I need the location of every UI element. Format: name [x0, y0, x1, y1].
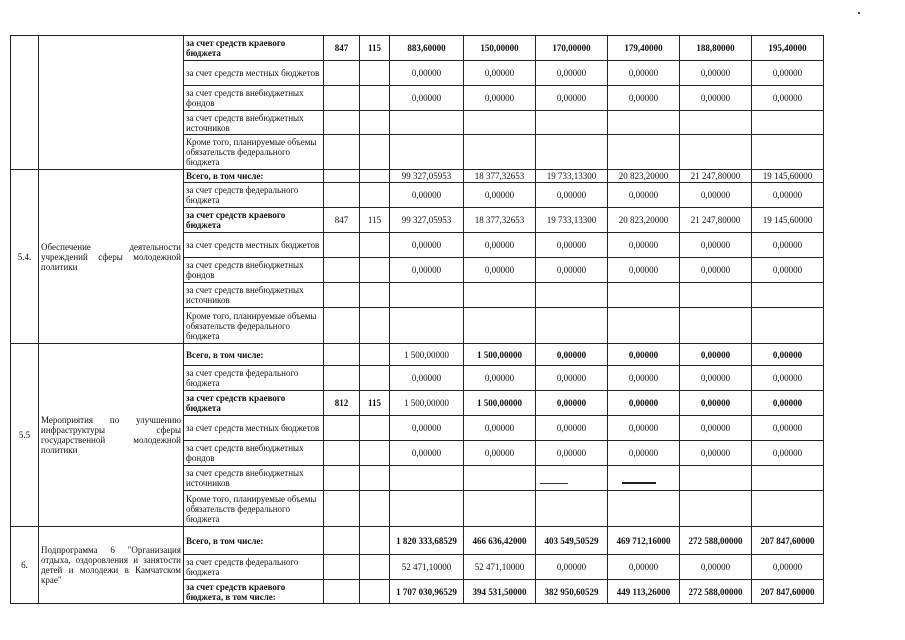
value-cell: 0,00000 — [464, 258, 536, 283]
value-cell: 179,40000 — [608, 36, 680, 61]
value-cell: 466 636,42000 — [464, 527, 536, 555]
value-cell: 0,00000 — [680, 366, 752, 391]
value-cell: 0,00000 — [752, 441, 824, 466]
value-cell: 382 950,60529 — [536, 580, 608, 604]
value-cell: 0,00000 — [608, 391, 680, 416]
value-cell: 0,00000 — [390, 366, 464, 391]
value-cell: 0,00000 — [752, 555, 824, 580]
code-1: 847 — [324, 208, 360, 233]
table-row — [11, 36, 894, 61]
row-index: 5.4. — [11, 170, 39, 344]
value-cell: 0,00000 — [680, 233, 752, 258]
value-cell: 0,00000 — [464, 61, 536, 86]
value-cell: 19 145,60000 — [752, 170, 824, 183]
source-label: Кроме того, планируемые объемы обязательств федерального бюджета — [184, 308, 324, 344]
value-cell: 0,00000 — [536, 183, 608, 208]
value-cell: 0,00000 — [608, 233, 680, 258]
source-label: за счет средств федерального бюджета — [184, 366, 324, 391]
value-cell: 0,00000 — [536, 555, 608, 580]
pen-stroke — [622, 482, 656, 484]
source-label: за счет средств местных бюджетов — [184, 61, 324, 86]
value-cell: 19 145,60000 — [752, 208, 824, 233]
value-cell: 0,00000 — [752, 183, 824, 208]
code-1: 847 — [324, 36, 360, 61]
value-cell: 52 471,10000 — [390, 555, 464, 580]
source-label: Кроме того, планируемые объемы обязательств федерального бюджета — [184, 491, 324, 527]
source-label: за счет средств внебюджетных источников — [184, 283, 324, 308]
name-cell — [39, 36, 184, 170]
value-cell: 0,00000 — [752, 61, 824, 86]
value-cell: 0,00000 — [464, 233, 536, 258]
value-cell: 207 847,60000 — [752, 580, 824, 604]
value-cell: 150,00000 — [464, 36, 536, 61]
value-cell: 21 247,80000 — [680, 170, 752, 183]
code-2: 115 — [360, 391, 390, 416]
value-cell: 1 500,00000 — [464, 344, 536, 366]
value-cell: 0,00000 — [608, 344, 680, 366]
value-cell: 0,00000 — [390, 233, 464, 258]
value-cell: 0,00000 — [536, 416, 608, 441]
value-cell: 0,00000 — [390, 183, 464, 208]
value-cell: 0,00000 — [464, 86, 536, 111]
value-cell: 0,00000 — [680, 416, 752, 441]
value-cell: 0,00000 — [536, 366, 608, 391]
source-label: Кроме того, планируемые объемы обязательств федерального бюджета — [184, 135, 324, 170]
source-label: за счет средств федерального бюджета — [184, 555, 324, 580]
code-2: 115 — [360, 208, 390, 233]
source-label: за счет средств внебюджетных фондов — [184, 86, 324, 111]
value-cell: 0,00000 — [752, 416, 824, 441]
value-cell: 99 327,05953 — [390, 170, 464, 183]
value-cell: 195,40000 — [752, 36, 824, 61]
value-cell: 0,00000 — [464, 416, 536, 441]
index-cell — [11, 36, 39, 170]
value-cell: 0,00000 — [536, 344, 608, 366]
source-label: за счет средств местных бюджетов — [184, 416, 324, 441]
value-cell: 1 500,00000 — [390, 391, 464, 416]
code-1: 812 — [324, 391, 360, 416]
table-row — [11, 170, 894, 183]
value-cell: 18 377,32653 — [464, 170, 536, 183]
value-cell: 0,00000 — [608, 61, 680, 86]
value-cell: 52 471,10000 — [464, 555, 536, 580]
value-cell: 0,00000 — [536, 61, 608, 86]
value-cell: 394 531,50000 — [464, 580, 536, 604]
source-label: за счет средств внебюджетных фондов — [184, 258, 324, 283]
value-cell: 403 549,50529 — [536, 527, 608, 555]
code-2: 115 — [360, 36, 390, 61]
value-cell: 0,00000 — [390, 441, 464, 466]
source-label: за счет средств местных бюджетов — [184, 233, 324, 258]
value-cell: 0,00000 — [680, 555, 752, 580]
source-label: за счет средств краевого бюджета — [184, 391, 324, 416]
scan-speck — [858, 12, 860, 14]
value-cell: 20 823,20000 — [608, 208, 680, 233]
value-cell: 0,00000 — [608, 366, 680, 391]
source-label: Всего, в том числе: — [184, 170, 324, 183]
value-cell: 21 247,80000 — [680, 208, 752, 233]
source-label: Всего, в том числе: — [184, 527, 324, 555]
value-cell: 0,00000 — [680, 86, 752, 111]
value-cell: 0,00000 — [464, 183, 536, 208]
source-label: за счет средств внебюджетных источников — [184, 466, 324, 491]
pen-stroke — [540, 483, 568, 484]
value-cell: 0,00000 — [608, 555, 680, 580]
value-cell: 0,00000 — [680, 61, 752, 86]
value-cell: 0,00000 — [390, 258, 464, 283]
value-cell: 0,00000 — [464, 441, 536, 466]
row-index: 5.5 — [11, 344, 39, 527]
value-cell: 0,00000 — [536, 258, 608, 283]
value-cell: 0,00000 — [536, 441, 608, 466]
value-cell: 207 847,60000 — [752, 527, 824, 555]
value-cell: 0,00000 — [536, 86, 608, 111]
value-cell: 170,00000 — [536, 36, 608, 61]
value-cell: 0,00000 — [752, 86, 824, 111]
value-cell: 0,00000 — [752, 233, 824, 258]
value-cell: 0,00000 — [608, 258, 680, 283]
value-cell: 0,00000 — [390, 61, 464, 86]
value-cell: 18 377,32653 — [464, 208, 536, 233]
row-name: Подпрограмма 6 "Организация отдыха, оздоровления и занятости детей и молодежи в Камчатском крае" — [39, 527, 184, 604]
value-cell: 0,00000 — [608, 416, 680, 441]
value-cell: 19 733,13300 — [536, 170, 608, 183]
value-cell: 1 500,00000 — [464, 391, 536, 416]
value-cell: 0,00000 — [680, 183, 752, 208]
row-name: Мероприятия по улучшению инфраструктуры сферы государственной молодежной политики — [39, 344, 184, 527]
value-cell: 20 823,20000 — [608, 170, 680, 183]
source-label: Всего, в том числе: — [184, 344, 324, 366]
table-row — [11, 344, 894, 366]
value-cell: 0,00000 — [752, 258, 824, 283]
value-cell: 0,00000 — [752, 391, 824, 416]
value-cell: 0,00000 — [390, 416, 464, 441]
value-cell: 0,00000 — [536, 391, 608, 416]
value-cell: 0,00000 — [464, 366, 536, 391]
value-cell: 272 588,00000 — [680, 527, 752, 555]
budget-table — [10, 35, 894, 604]
value-cell: 0,00000 — [680, 441, 752, 466]
value-cell: 1 820 333,68529 — [390, 527, 464, 555]
value-cell: 0,00000 — [680, 391, 752, 416]
row-name: Обеспечение деятельности учреждений сферы молодежной политики — [39, 170, 184, 344]
value-cell: 883,60000 — [390, 36, 464, 61]
value-cell: 0,00000 — [608, 183, 680, 208]
table-row — [11, 527, 894, 555]
value-cell: 19 733,13300 — [536, 208, 608, 233]
source-label: за счет средств краевого бюджета, в том числе: — [184, 580, 324, 604]
value-cell: 188,80000 — [680, 36, 752, 61]
source-label: за счет средств внебюджетных источников — [184, 111, 324, 135]
value-cell: 449 113,26000 — [608, 580, 680, 604]
source-label: за счет средств краевого бюджета — [184, 208, 324, 233]
value-cell: 99 327,05953 — [390, 208, 464, 233]
value-cell: 0,00000 — [608, 86, 680, 111]
value-cell: 0,00000 — [752, 366, 824, 391]
value-cell: 0,00000 — [536, 233, 608, 258]
value-cell: 469 712,16000 — [608, 527, 680, 555]
value-cell: 0,00000 — [608, 441, 680, 466]
row-index: 6. — [11, 527, 39, 604]
value-cell: 0,00000 — [390, 86, 464, 111]
source-label: за счет средств краевого бюджета — [184, 36, 324, 61]
value-cell: 272 588,00000 — [680, 580, 752, 604]
source-label: за счет средств внебюджетных фондов — [184, 441, 324, 466]
value-cell: 1 500,00000 — [390, 344, 464, 366]
source-label: за счет средств федерального бюджета — [184, 183, 324, 208]
value-cell: 1 707 030,96529 — [390, 580, 464, 604]
value-cell: 0,00000 — [680, 344, 752, 366]
value-cell: 0,00000 — [680, 258, 752, 283]
value-cell: 0,00000 — [752, 344, 824, 366]
